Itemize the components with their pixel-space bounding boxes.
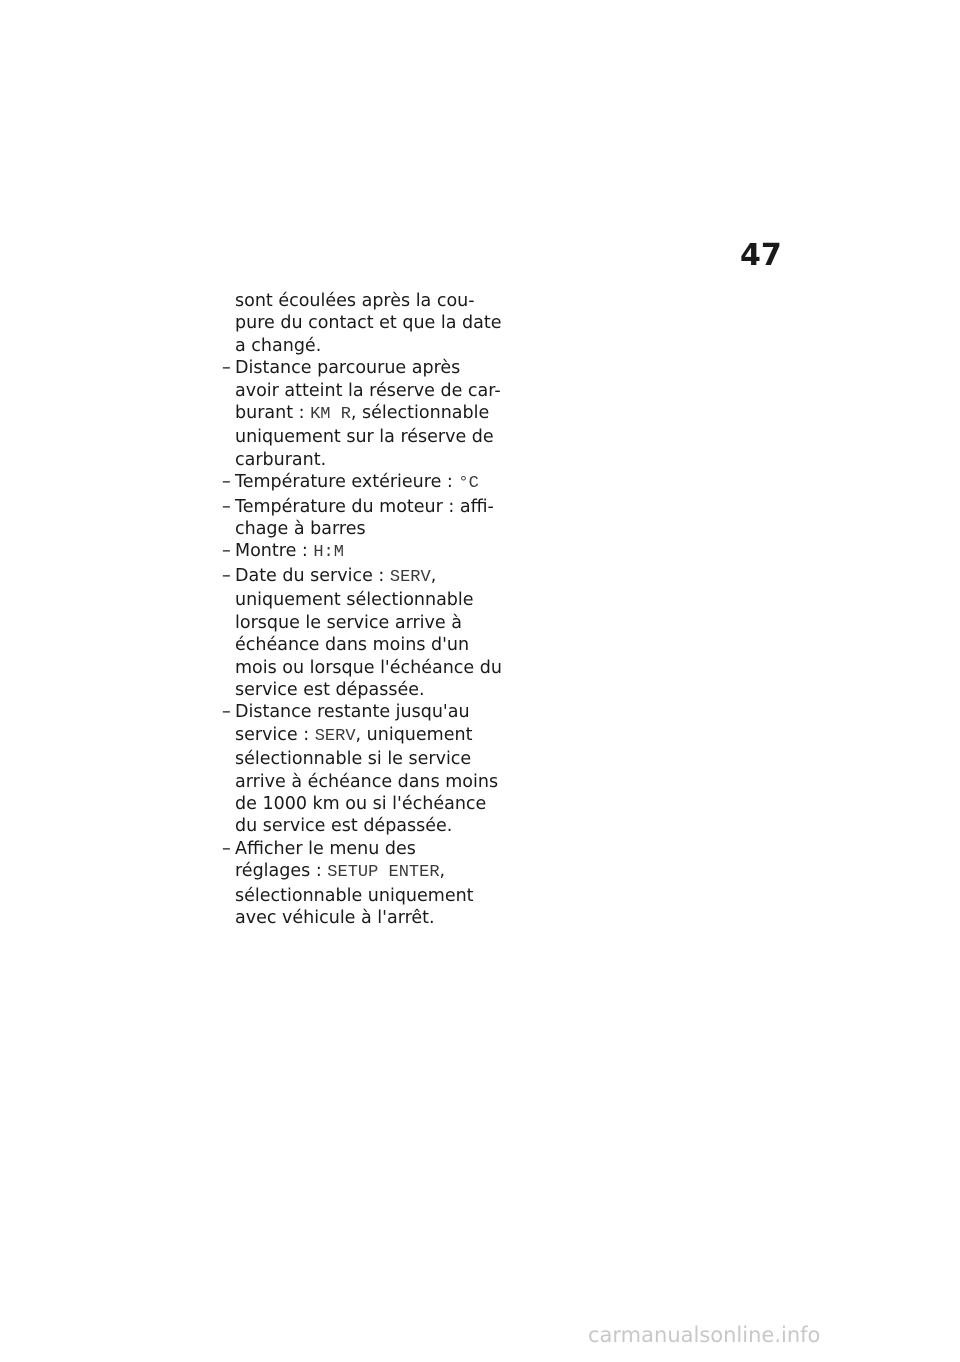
text-segment: carburant. [235, 449, 327, 470]
text-segment: échéance dans moins d'un [235, 635, 470, 656]
text-line [222, 380, 512, 402]
text-segment: Température extérieure : [235, 472, 459, 493]
text-line [222, 907, 512, 929]
text-segment: , [439, 861, 446, 882]
list-item-start [222, 471, 512, 495]
display-code: °C [458, 474, 479, 494]
list-item-start [222, 565, 512, 589]
text-segment: avec véhicule à l'arrêt. [235, 907, 435, 928]
text-line [222, 612, 512, 634]
list-dash: – [222, 496, 231, 517]
display-code: H:M [313, 543, 344, 563]
text-segment: sélectionnable si le service [235, 749, 472, 770]
text-line [222, 634, 512, 656]
text-segment: a changé. [235, 335, 322, 356]
text-segment: avoir atteint la réserve de car- [235, 380, 501, 401]
list-item-start [222, 540, 512, 564]
text-line [222, 860, 512, 884]
body-text [222, 290, 512, 929]
list-item-start [222, 496, 512, 518]
text-line [222, 724, 512, 748]
display-code: SERV [314, 726, 356, 746]
text-segment: , uniquement [355, 724, 473, 745]
text-line [222, 449, 512, 471]
text-segment: Distance parcourue après [235, 358, 461, 379]
text-segment: burant : [235, 403, 311, 424]
display-code: SERV [389, 567, 431, 587]
display-code: KM R [310, 405, 351, 425]
list-item-start [222, 357, 512, 379]
text-segment: réglages : [235, 861, 328, 882]
text-segment: de 1000 km ou si l'échéance [235, 793, 487, 814]
display-code: SETUP ENTER [327, 863, 440, 883]
text-line [222, 771, 512, 793]
list-item-start [222, 701, 512, 723]
text-line [222, 335, 512, 357]
text-line [222, 815, 512, 837]
list-dash: – [222, 702, 231, 723]
list-dash: – [222, 472, 231, 493]
text-segment: service : [235, 724, 315, 745]
text-line [222, 290, 512, 312]
watermark: carmanualsonline.info [588, 1323, 821, 1347]
text-line [222, 885, 512, 907]
text-line [222, 657, 512, 679]
text-segment: sont écoulées après la cou- [235, 291, 475, 311]
text-segment: service est dépassée. [235, 679, 425, 700]
text-segment: Montre : [235, 541, 314, 562]
text-line [222, 793, 512, 815]
list-item-start [222, 838, 512, 860]
text-segment: , sélectionnable [350, 403, 490, 424]
text-line [222, 518, 512, 540]
text-segment: du service est dépassée. [235, 816, 453, 837]
text-segment: chage à barres [235, 519, 366, 540]
text-line [222, 402, 512, 426]
text-segment: Distance restante jusqu'au [235, 702, 470, 723]
text-segment: Température du moteur : affi- [235, 496, 494, 517]
text-line [222, 679, 512, 701]
text-segment: sélectionnable uniquement [235, 885, 474, 906]
text-line [222, 748, 512, 770]
text-segment: lorsque le service arrive à [235, 612, 462, 633]
text-segment: uniquement sur la réserve de [235, 427, 494, 448]
list-dash: – [222, 358, 231, 379]
list-dash: – [222, 541, 231, 562]
text-segment: mois ou lorsque l'échéance du [235, 657, 502, 678]
list-dash: – [222, 565, 231, 586]
page-number: 47 [740, 238, 782, 273]
text-segment: , [430, 565, 437, 586]
text-line [222, 589, 512, 611]
text-segment: uniquement sélectionnable [235, 590, 474, 611]
text-segment: Date du service : [235, 565, 390, 586]
text-segment: pure du contact et que la date [235, 313, 502, 334]
text-line [222, 426, 512, 448]
text-segment: Afficher le menu des [235, 838, 416, 859]
list-dash: – [222, 838, 231, 859]
text-line [222, 312, 512, 334]
text-segment: arrive à échéance dans moins [235, 771, 499, 792]
